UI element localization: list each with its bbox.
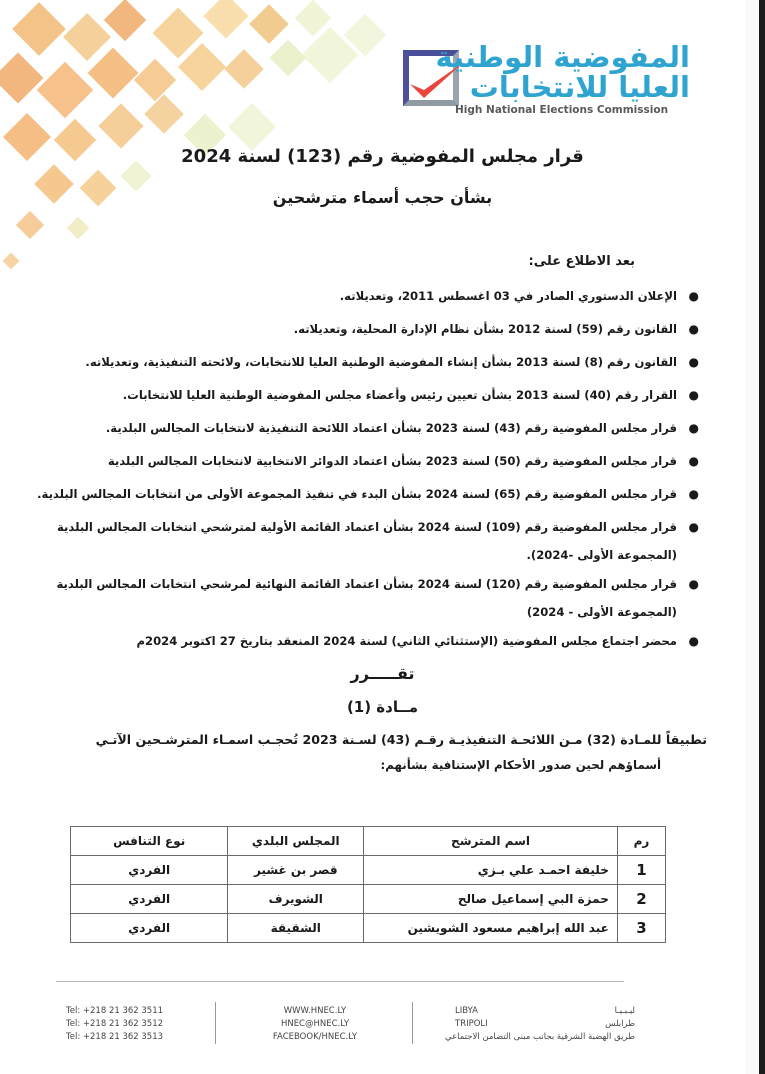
address-country: LIBYA [455, 1006, 478, 1016]
cell-type: الفردي [71, 885, 228, 914]
bullet-icon: ● [688, 421, 699, 435]
bullet-icon: ● [688, 487, 699, 501]
footer-address-ar [445, 1005, 635, 1044]
bullet-icon: ● [688, 577, 699, 591]
bullet-icon: ● [688, 355, 699, 369]
reference-item: ● القرار رقم (40) لسنة 2013 بشأن تعيين رئيس وأعضاء مجلس المفوضية الوطنية العليا للانتخابات. [59, 379, 699, 412]
decorative-diamond-pattern [0, 0, 420, 290]
reference-item: ● محضر اجتماع مجلس المفوضية (الإستثنائي الثاني) لسنة 2024 المنعقد بتاريخ 27 اكتوبر 2024م [59, 625, 699, 658]
decorative-diamond [98, 103, 143, 148]
header-name: اسم المترشح [364, 827, 618, 856]
references-list [37, 280, 699, 658]
footer-phones [66, 1005, 163, 1044]
reference-item: ● الإعلان الدستوري الصادر في 03 اغسطس 2011، وتعديلاته. [59, 280, 699, 313]
document-subtitle: بشأن حجب أسماء مترشحين [272, 188, 493, 207]
cell-name: حمزة البي إسماعيل صالح [364, 885, 618, 914]
table-row [71, 885, 666, 914]
hnec-logo [400, 40, 700, 118]
decision-heading: تقـــــرر [350, 664, 415, 683]
decorative-diamond [104, 0, 146, 41]
address-city-ar: طرابلس [605, 1019, 635, 1029]
cell-num: 2 [617, 885, 665, 914]
article-heading: مــادة (1) [346, 698, 419, 716]
reference-item: ● قرار مجلس المفوضية رقم (65) لسنة 2024 بشأن البدء في تنفيذ المجموعة الأولى من انتخابات المجالس البلدية. [59, 478, 699, 511]
decorative-diamond [12, 2, 66, 56]
footer-separator [412, 1002, 413, 1044]
footer-web [240, 1005, 390, 1044]
decorative-diamond [134, 59, 176, 101]
reference-item: ● قرار مجلس المفوضية رقم (50) لسنة 2023 بشأن اعتماد الدوائر الانتخابية لانتخابات المجالس البلدية [59, 445, 699, 478]
bullet-icon: ● [688, 454, 699, 468]
decorative-diamond [0, 53, 43, 104]
cell-name: عبد الله إبراهيم مسعود الشويشين [364, 914, 618, 943]
header-council: المجلس البلدي [228, 827, 364, 856]
logo-english: High National Elections Commission [455, 104, 669, 116]
logo-arabic-line1: المفوضية الوطنية [435, 40, 690, 74]
decorative-diamond [249, 4, 289, 44]
cell-type: الفردي [71, 914, 228, 943]
intro-heading: بعد الاطلاع على: [528, 254, 635, 269]
decorative-diamond [3, 253, 20, 270]
decorative-diamond [88, 48, 139, 99]
table-row [71, 856, 666, 885]
decorative-diamond [144, 94, 184, 134]
bullet-icon: ● [688, 322, 699, 336]
article-paragraph-line2: أسماؤهم لحين صدور الأحكام الإستنافية بشأنهم: [380, 758, 661, 772]
article-paragraph-line1: تطبيقاً للمـادة (32) مـن اللائحـة التنفيذيـة رقـم (43) لسـنة 2023 تُحجـب اسمـاء المترشـحين الآتـي [95, 732, 707, 747]
bullet-icon: ● [688, 520, 699, 534]
cell-name: خليفة احمـد علي بـزي [364, 856, 618, 885]
facebook-link[interactable]: FACEBOOK/HNEC.LY [272, 1032, 358, 1042]
reference-item: ● القانون رقم (8) لسنة 2013 بشأن إنشاء المفوضية الوطنية العليا للانتخابات، ولائحته التنفيذية، وتعديلاته. [59, 346, 699, 379]
decorative-diamond [203, 0, 248, 39]
decorative-diamond [224, 49, 264, 89]
decorative-diamond [16, 211, 44, 239]
reference-item: ● قرار مجلس المفوضية رقم (43) لسنة 2023 بشأن اعتماد اللائحة التنفيذية لانتخابات المجالس البلدية. [59, 412, 699, 445]
decorative-diamond [270, 40, 307, 77]
table-row [71, 914, 666, 943]
decorative-diamond [67, 217, 90, 240]
decorative-diamond [228, 103, 276, 151]
cell-council: الشويرف [228, 885, 364, 914]
candidates-table [70, 826, 666, 943]
header-type: نوع التنافس [71, 827, 228, 856]
logo-arabic-line2: العليا للانتخابات [469, 70, 690, 104]
document-title: قرار مجلس المفوضية رقم (123) لسنة 2024 [181, 146, 584, 167]
cell-council: الشقيقة [228, 914, 364, 943]
address-country-ar: ليـبـيـا [614, 1006, 635, 1016]
address-city: TRIPOLI [455, 1019, 488, 1029]
bullet-icon: ● [688, 289, 699, 303]
reference-item: ● قرار مجلس المفوضية رقم (109) لسنة 2024 بشأن اعتماد القائمة الأولية لمترشحي انتخابات المجالس البلدية (المجموعة الأولى -2024). [59, 511, 699, 568]
reference-item: ● قرار مجلس المفوضية رقم (120) لسنة 2024 بشأن اعتماد القائمة النهائية لمرشحي انتخابات المجالس البلدية (المجموعة الأولى - 2024) [59, 568, 699, 625]
phone-3: Tel: +218 21 362 3513 [66, 1032, 164, 1042]
decorative-diamond [37, 62, 94, 119]
footer-divider [56, 981, 624, 982]
bullet-icon: ● [688, 388, 699, 402]
phone-1: Tel: +218 21 362 3511 [66, 1006, 164, 1016]
cell-council: قصر بن غشير [228, 856, 364, 885]
cell-type: الفردي [71, 856, 228, 885]
phone-2: Tel: +218 21 362 3512 [66, 1019, 164, 1029]
bullet-icon: ● [688, 634, 699, 648]
address-street-ar: طريق الهضبة الشرقية بجانب مبنى التضامن الاجتماعي [444, 1032, 635, 1042]
email-link[interactable]: HNEC@HNEC.LY [280, 1019, 350, 1029]
reference-item: ● القانون رقم (59) لسنة 2012 بشأن نظام الإدارة المحلية، وتعديلاته. [59, 313, 699, 346]
table-header-row [71, 827, 666, 856]
website-link[interactable]: WWW.HNEC.LY [283, 1006, 347, 1016]
cell-num: 3 [617, 914, 665, 943]
cell-num: 1 [617, 856, 665, 885]
footer-separator [215, 1002, 216, 1044]
header-num: رم [617, 827, 665, 856]
